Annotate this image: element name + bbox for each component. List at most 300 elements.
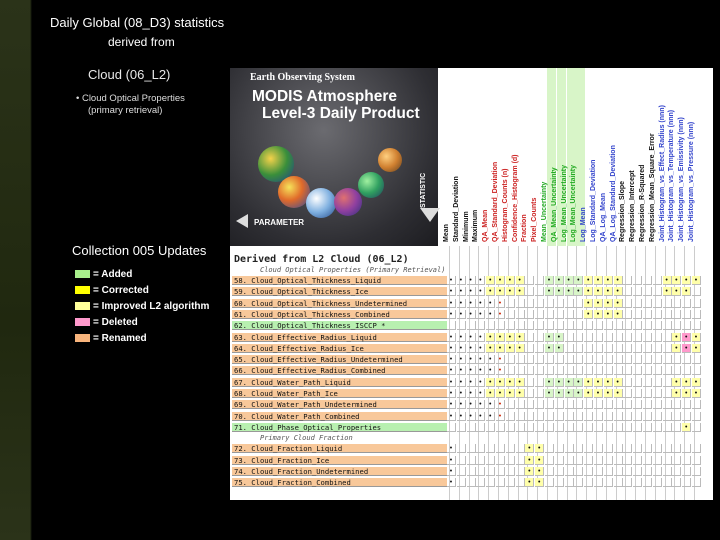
legend-item — [75, 314, 209, 330]
table-title: Derived from L2 Cloud (06_L2) — [234, 254, 409, 265]
table-cell: • — [457, 400, 466, 409]
table-cell: • — [682, 389, 691, 398]
table-cell — [633, 378, 642, 387]
table-cell — [672, 423, 681, 432]
table-cell — [623, 310, 632, 319]
table-cell: • — [506, 276, 515, 285]
table-cell: • — [467, 355, 476, 364]
table-cell: • — [574, 276, 583, 285]
table-cell: • — [614, 310, 623, 319]
table-cell — [604, 355, 613, 364]
table-cell — [643, 467, 652, 476]
table-cell: • — [496, 355, 505, 364]
table-cell — [672, 310, 681, 319]
globe-icon — [358, 172, 384, 198]
column-header-label: Joint_Histogram_vs_Temperature (nnn) — [668, 109, 676, 242]
table-cell: • — [476, 355, 485, 364]
table-cell — [653, 333, 662, 342]
table-cell — [584, 366, 593, 375]
table-cell — [496, 423, 505, 432]
table-cell — [633, 344, 642, 353]
table-cell: • — [594, 389, 603, 398]
table-cell — [614, 423, 623, 432]
table-cell — [614, 478, 623, 487]
table-cell — [614, 355, 623, 364]
table-cell: • — [476, 378, 485, 387]
table-cell: • — [476, 333, 485, 342]
table-cell — [545, 366, 554, 375]
table-cell — [565, 355, 574, 364]
table-cell — [506, 467, 515, 476]
table-cell: • — [555, 276, 564, 285]
table-cell — [545, 310, 554, 319]
table-cell: • — [672, 378, 681, 387]
legend-item — [75, 298, 209, 314]
table-cell — [555, 299, 564, 308]
table-cell — [555, 412, 564, 421]
column-header-label: QA_Mean_Uncertainty — [550, 167, 558, 242]
table-cell — [682, 456, 691, 465]
table-cell — [506, 412, 515, 421]
table-cell — [525, 366, 534, 375]
table-cell: • — [447, 333, 456, 342]
table-cell: • — [525, 478, 534, 487]
table-cell — [574, 478, 583, 487]
table-cell — [633, 310, 642, 319]
banner-title-line2: Level-3 Daily Product — [262, 105, 420, 122]
table-cell — [623, 344, 632, 353]
table-cell: • — [457, 366, 466, 375]
table-cell — [555, 444, 564, 453]
table-cell: • — [672, 333, 681, 342]
table-cell — [633, 456, 642, 465]
table-cell: • — [496, 276, 505, 285]
column-header-label: Mean — [443, 224, 450, 242]
table-cell — [565, 400, 574, 409]
arrow-left-icon — [236, 214, 248, 228]
table-cell: • — [584, 389, 593, 398]
table-cell — [574, 310, 583, 319]
table-cell: • — [614, 276, 623, 285]
table-cell: • — [574, 389, 583, 398]
table-cell: • — [555, 287, 564, 296]
table-cell — [623, 355, 632, 364]
table-cell: • — [457, 287, 466, 296]
table-cell — [565, 299, 574, 308]
table-cell — [643, 423, 652, 432]
table-cell: • — [535, 444, 544, 453]
table-cell — [516, 310, 525, 319]
table-cell: • — [496, 400, 505, 409]
table-cell — [633, 467, 642, 476]
table-cell: • — [447, 467, 456, 476]
table-cell — [545, 299, 554, 308]
table-cell — [623, 444, 632, 453]
table-cell — [653, 412, 662, 421]
table-cell — [672, 478, 681, 487]
table-cell: • — [467, 389, 476, 398]
slide-subtitle: derived from — [108, 35, 175, 49]
table-cell: • — [565, 276, 574, 285]
table-cell — [653, 444, 662, 453]
table-cell — [604, 478, 613, 487]
table-row: 61. Cloud_Optical_Thickness_Combined — [232, 310, 447, 319]
table-cell — [623, 467, 632, 476]
table-cell — [516, 299, 525, 308]
column-header — [688, 68, 703, 246]
table-cell — [565, 344, 574, 353]
product-table-panel — [230, 68, 713, 500]
table-cell — [467, 444, 476, 453]
globe-icon — [378, 148, 402, 172]
table-cell: • — [614, 378, 623, 387]
table-cell — [623, 456, 632, 465]
table-cell: • — [486, 299, 495, 308]
table-cell — [643, 344, 652, 353]
table-cell: • — [682, 287, 691, 296]
table-cell: • — [476, 344, 485, 353]
table-cell — [535, 299, 544, 308]
table-cell — [555, 366, 564, 375]
table-row: 68. Cloud_Water_Path_Ice — [232, 389, 447, 398]
table-cell — [663, 378, 672, 387]
legend-item — [75, 330, 209, 346]
table-cell: • — [486, 276, 495, 285]
table-cell — [486, 423, 495, 432]
table-cell: • — [555, 389, 564, 398]
table-cell: • — [447, 389, 456, 398]
table-cell — [574, 412, 583, 421]
table-cell — [653, 321, 662, 330]
table-cell — [467, 478, 476, 487]
table-cell — [525, 333, 534, 342]
table-cell — [653, 467, 662, 476]
table-cell: • — [682, 423, 691, 432]
group-label-fraction: Primary Cloud Fraction — [260, 434, 353, 443]
table-cell — [457, 444, 466, 453]
table-cell — [506, 423, 515, 432]
table-cell — [633, 287, 642, 296]
table-cell — [525, 321, 534, 330]
table-cell: • — [447, 276, 456, 285]
table-cell: • — [604, 276, 613, 285]
table-cell — [653, 389, 662, 398]
table-cell — [506, 321, 515, 330]
table-cell — [574, 400, 583, 409]
table-cell — [525, 423, 534, 432]
table-cell — [663, 333, 672, 342]
table-cell — [643, 299, 652, 308]
column-header-label: Log_Mean_Uncertainty — [570, 164, 578, 242]
table-cell: • — [604, 378, 613, 387]
column-header-label: Joint_Histogram_vs_Pressure (nnn) — [688, 121, 695, 242]
table-cell: • — [486, 310, 495, 319]
eos-label: Earth Observing System — [250, 72, 355, 83]
table-cell — [653, 355, 662, 364]
table-cell: • — [692, 276, 701, 285]
table-cell: • — [535, 467, 544, 476]
table-cell — [467, 456, 476, 465]
table-cell — [653, 299, 662, 308]
table-cell — [496, 456, 505, 465]
table-cell — [545, 423, 554, 432]
table-cell — [672, 467, 681, 476]
table-cell: • — [447, 400, 456, 409]
column-header-label: Mean_Uncertainty — [541, 181, 548, 242]
table-cell — [604, 456, 613, 465]
table-cell — [623, 400, 632, 409]
globe-icon — [334, 188, 362, 216]
table-cell — [525, 310, 534, 319]
table-cell — [594, 444, 603, 453]
table-cell — [594, 467, 603, 476]
table-cell — [672, 456, 681, 465]
table-cell — [653, 400, 662, 409]
table-cell — [457, 478, 466, 487]
table-cell: • — [672, 344, 681, 353]
table-cell — [692, 478, 701, 487]
table-cell: • — [594, 276, 603, 285]
table-cell: • — [692, 333, 701, 342]
table-cell — [643, 456, 652, 465]
table-cell — [663, 310, 672, 319]
table-row: 62. Cloud_Optical_Thickness_ISCCP * — [232, 321, 447, 330]
table-cell: • — [496, 412, 505, 421]
table-cell — [535, 321, 544, 330]
table-cell — [682, 400, 691, 409]
table-cell: • — [614, 287, 623, 296]
table-cell — [545, 321, 554, 330]
column-header-label: Maximum — [472, 209, 480, 242]
table-cell — [663, 467, 672, 476]
table-cell — [623, 423, 632, 432]
table-cell: • — [535, 478, 544, 487]
legend-swatch — [75, 318, 90, 326]
table-cell: • — [486, 355, 495, 364]
table-cell — [555, 321, 564, 330]
table-cell — [545, 456, 554, 465]
table-cell: • — [496, 366, 505, 375]
table-cell: • — [457, 378, 466, 387]
table-cell — [604, 366, 613, 375]
table-cell: • — [467, 344, 476, 353]
table-cell: • — [486, 400, 495, 409]
table-cell — [584, 355, 593, 364]
table-cell: • — [496, 378, 505, 387]
table-cell: • — [516, 287, 525, 296]
table-cell — [672, 400, 681, 409]
table-cell: • — [447, 287, 456, 296]
table-cell — [692, 299, 701, 308]
table-row: 71. Cloud_Phase_Optical_Properties — [232, 423, 447, 432]
table-cell — [506, 456, 515, 465]
table-cell — [535, 276, 544, 285]
table-cell — [555, 456, 564, 465]
table-cell — [555, 355, 564, 364]
table-cell — [643, 276, 652, 285]
table-cell — [614, 467, 623, 476]
table-cell — [682, 412, 691, 421]
table-cell: • — [476, 400, 485, 409]
table-cell — [672, 355, 681, 364]
table-cell: • — [604, 287, 613, 296]
table-cell — [506, 400, 515, 409]
table-cell — [633, 400, 642, 409]
table-cell: • — [486, 344, 495, 353]
table-cell: • — [565, 287, 574, 296]
table-cell — [614, 321, 623, 330]
table-cell — [672, 412, 681, 421]
table-cell: • — [594, 299, 603, 308]
legend-label: = Added — [93, 268, 133, 280]
legend-label: = Deleted — [93, 316, 138, 328]
globe-icon — [306, 188, 336, 218]
table-cell — [623, 378, 632, 387]
table-cell — [516, 355, 525, 364]
table-cell — [476, 478, 485, 487]
table-cell: • — [447, 378, 456, 387]
table-cell — [692, 444, 701, 453]
table-cell — [623, 412, 632, 421]
table-cell: • — [516, 378, 525, 387]
table-cell: • — [545, 333, 554, 342]
table-cell — [623, 287, 632, 296]
table-cell: • — [486, 287, 495, 296]
column-header-label: QA_Log_Standard_Deviation — [609, 145, 617, 242]
table-cell — [584, 412, 593, 421]
table-cell — [467, 467, 476, 476]
table-cell: • — [496, 287, 505, 296]
table-row: 69. Cloud_Water_Path_Undetermined — [232, 400, 447, 409]
table-cell — [682, 299, 691, 308]
table-cell — [643, 310, 652, 319]
table-cell — [663, 400, 672, 409]
table-cell: • — [496, 310, 505, 319]
table-cell — [643, 389, 652, 398]
column-header-label: Standard_Deviation — [452, 176, 460, 242]
slide-title: Daily Global (08_D3) statistics — [50, 15, 225, 30]
table-cell — [525, 378, 534, 387]
table-cell — [486, 321, 495, 330]
table-cell — [623, 389, 632, 398]
table-cell: • — [467, 378, 476, 387]
table-cell: • — [506, 389, 515, 398]
table-cell — [565, 456, 574, 465]
table-cell: • — [476, 310, 485, 319]
table-cell — [682, 467, 691, 476]
updates-title: Collection 005 Updates — [72, 243, 207, 258]
table-cell — [614, 456, 623, 465]
table-row: 58. Cloud_Optical_Thickness_Liquid — [232, 276, 447, 285]
table-cell: • — [604, 389, 613, 398]
table-cell: • — [672, 389, 681, 398]
table-cell — [614, 366, 623, 375]
table-cell: • — [545, 378, 554, 387]
table-cell — [663, 412, 672, 421]
table-cell — [604, 444, 613, 453]
table-cell — [457, 467, 466, 476]
table-cell — [623, 478, 632, 487]
table-cell — [663, 423, 672, 432]
table-cell: • — [555, 333, 564, 342]
table-cell — [653, 344, 662, 353]
table-cell — [496, 444, 505, 453]
table-cell — [525, 299, 534, 308]
table-cell: • — [614, 299, 623, 308]
table-cell — [663, 366, 672, 375]
table-cell — [565, 467, 574, 476]
table-cell — [633, 389, 642, 398]
table-cell — [623, 276, 632, 285]
legend-label: = Renamed — [93, 332, 147, 344]
table-cell: • — [672, 276, 681, 285]
table-cell — [476, 321, 485, 330]
column-header-label: Joint_Histogram_vs_Emissivity (nnn) — [678, 117, 686, 242]
table-cell — [663, 478, 672, 487]
table-cell — [633, 423, 642, 432]
table-cell: • — [545, 276, 554, 285]
table-cell: • — [516, 389, 525, 398]
table-cell: • — [447, 366, 456, 375]
table-cell — [653, 366, 662, 375]
table-cell: • — [516, 344, 525, 353]
table-cell — [663, 344, 672, 353]
column-header-label: QA_Mean — [482, 209, 490, 242]
table-cell: • — [467, 412, 476, 421]
table-cell: • — [476, 287, 485, 296]
table-cell: • — [467, 299, 476, 308]
table-cell: • — [476, 276, 485, 285]
table-row: 66. Cloud_Effective_Radius_Combined — [232, 366, 447, 375]
table-cell: • — [574, 287, 583, 296]
table-cell — [643, 355, 652, 364]
left-decor-bar — [0, 0, 30, 540]
table-cell — [663, 355, 672, 364]
table-cell — [506, 366, 515, 375]
table-cell — [633, 366, 642, 375]
table-cell — [643, 366, 652, 375]
table-cell: • — [506, 287, 515, 296]
table-cell: • — [486, 378, 495, 387]
table-row: 70. Cloud_Water_Path_Combined — [232, 412, 447, 421]
column-header-label: Log_Standard_Deviation — [590, 159, 597, 242]
table-cell — [584, 444, 593, 453]
table-cell — [682, 478, 691, 487]
table-cell — [545, 478, 554, 487]
table-cell — [633, 355, 642, 364]
table-cell: • — [476, 389, 485, 398]
table-cell — [633, 333, 642, 342]
table-cell — [457, 321, 466, 330]
table-cell — [457, 456, 466, 465]
table-cell — [604, 423, 613, 432]
column-header-label: Regression_R-Squared — [639, 164, 646, 242]
table-cell: • — [496, 333, 505, 342]
bullet-subline: (primary retrieval) — [88, 105, 163, 116]
table-cell: • — [457, 333, 466, 342]
table-cell — [692, 321, 701, 330]
table-row: 59. Cloud_Optical_Thickness_Ice — [232, 287, 447, 296]
table-cell: • — [486, 366, 495, 375]
table-row: 63. Cloud_Effective_Radius_Liquid — [232, 333, 447, 342]
table-cell — [604, 400, 613, 409]
table-cell: • — [447, 355, 456, 364]
table-cell — [447, 321, 456, 330]
table-row: 67. Cloud_Water_Path_Liquid — [232, 378, 447, 387]
table-cell — [692, 355, 701, 364]
table-cell — [594, 321, 603, 330]
table-cell — [535, 344, 544, 353]
